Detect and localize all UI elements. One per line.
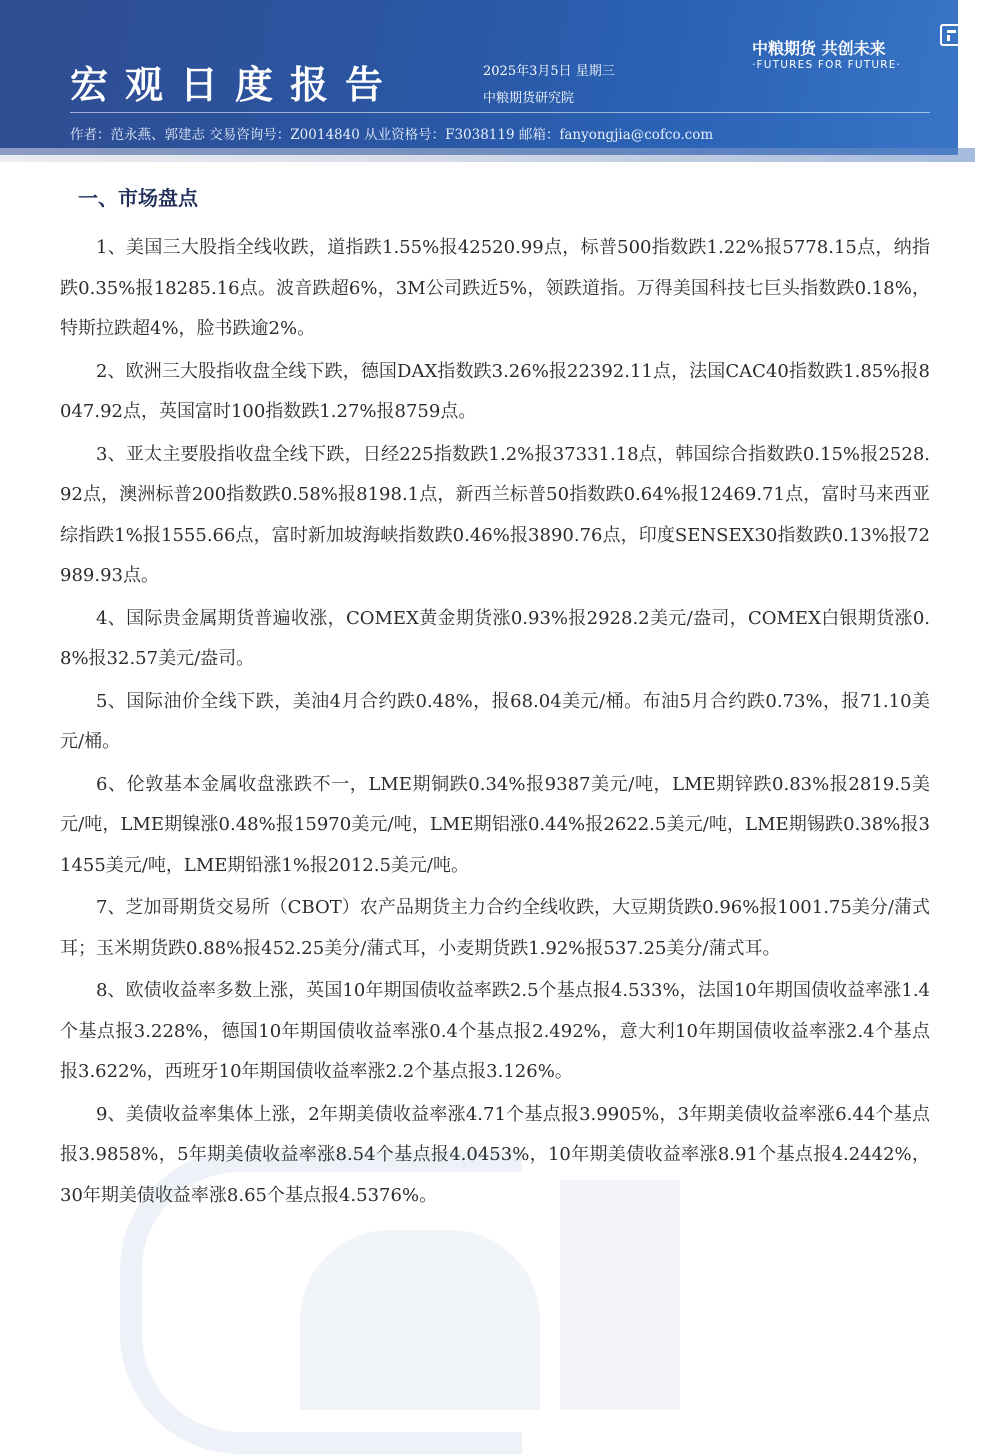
- paragraph: 2、欧洲三大股指收盘全线下跌，德国DAX指数跌3.26%报22392.11点，法国CAC40指数跌1.85%报8047.92点，英国富时100指数跌1.27%报8759点。: [60, 360, 930, 422]
- report-organization: 中粮期货研究院: [483, 91, 575, 106]
- company-logo-icon: [940, 24, 964, 46]
- header-divider: [70, 112, 930, 113]
- brand-slogan-en: ·FUTURES FOR FUTURE·: [752, 59, 902, 71]
- paragraph: 9、美债收益率集体上涨，2年期美债收益率涨4.71个基点报3.9905%，3年期美债收益率涨6.44个基点报3.9858%，5年期美债收益率涨8.54个基点报4.0453%，10年期美债收益率涨8.91个基点报4.2442%，30年期美债收益率涨8.65个基点报4.5376%。: [60, 1103, 930, 1206]
- watermark-shape: [300, 1230, 540, 1410]
- report-content: [60, 228, 930, 1218]
- paragraph: 8、欧债收益率多数上涨，英国10年期国债收益率跌2.5个基点报4.533%，法国10年期国债收益率涨1.4个基点报3.228%，德国10年期国债收益率涨0.4个基点报2.492%，意大利10年期国债收益率涨2.4个基点报3.622%，西班牙10年期国债收益率涨2.2个基点报3.126%。: [60, 980, 930, 1082]
- paragraph: 6、伦敦基本金属收盘涨跌不一，LME期铜跌0.34%报9387美元/吨，LME期锌跌0.83%报2819.5美元/吨，LME期镍涨0.48%报15970美元/吨，LME期铝涨0.44%报2622.5美元/吨，LME期锡跌0.38%报31455美元/吨，LME期铅涨1%报2012.5美元/吨。: [60, 773, 930, 876]
- paragraph: 4、国际贵金属期货普遍收涨，COMEX黄金期货涨0.93%报2928.2美元/盎司，COMEX白银期货涨0.8%报32.57美元/盎司。: [60, 607, 930, 669]
- report-title: 宏观日度报告: [70, 62, 401, 107]
- report-header-banner: [0, 0, 975, 155]
- report-date: 2025年3月5日 星期三: [483, 64, 615, 79]
- paragraph: 3、亚太主要股指收盘全线下跌，日经225指数跌1.2%报37331.18点，韩国综合指数跌0.15%报2528.92点，澳洲标普200指数跌0.58%报8198.1点，新西兰标普50指数跌0.64%报12469.71点，富时马来西亚综指跌1%报1555.66点，富时新加坡海峡指数跌0.46%报3890.76点，印度SENSEX30指数跌0.13%报72989.93点。: [60, 443, 930, 586]
- paragraph: 5、国际油价全线下跌，美油4月合约跌0.48%，报68.04美元/桶。布油5月合约跌0.73%，报71.10美元/桶。: [60, 690, 930, 752]
- section-title: 一、市场盘点: [78, 186, 198, 210]
- paragraph: 1、美国三大股指全线收跌，道指跌1.55%报42520.99点，标普500指数跌1.22%报5778.15点，纳指跌0.35%报18285.16点。波音跌超6%，3M公司跌近5%，领跌道指。万得美国科技七巨头指数跌0.18%，特斯拉跌超4%，脸书跌逾2%。: [60, 237, 930, 339]
- brand-slogan-cn: 中粮期货 共创未来: [752, 39, 886, 58]
- author-info: 作者：范永燕、郭建志 交易咨询号：Z0014840 从业资格号：F3038119 邮箱：fanyongjia@cofco.com: [70, 127, 714, 143]
- paragraph: 7、芝加哥期货交易所（CBOT）农产品期货主力合约全线收跌，大豆期货跌0.96%报1001.75美分/蒲式耳；玉米期货跌0.88%报452.25美分/蒲式耳，小麦期货跌1.92%报537.25美分/蒲式耳。: [60, 897, 930, 959]
- header-bottom-strip: [0, 148, 975, 162]
